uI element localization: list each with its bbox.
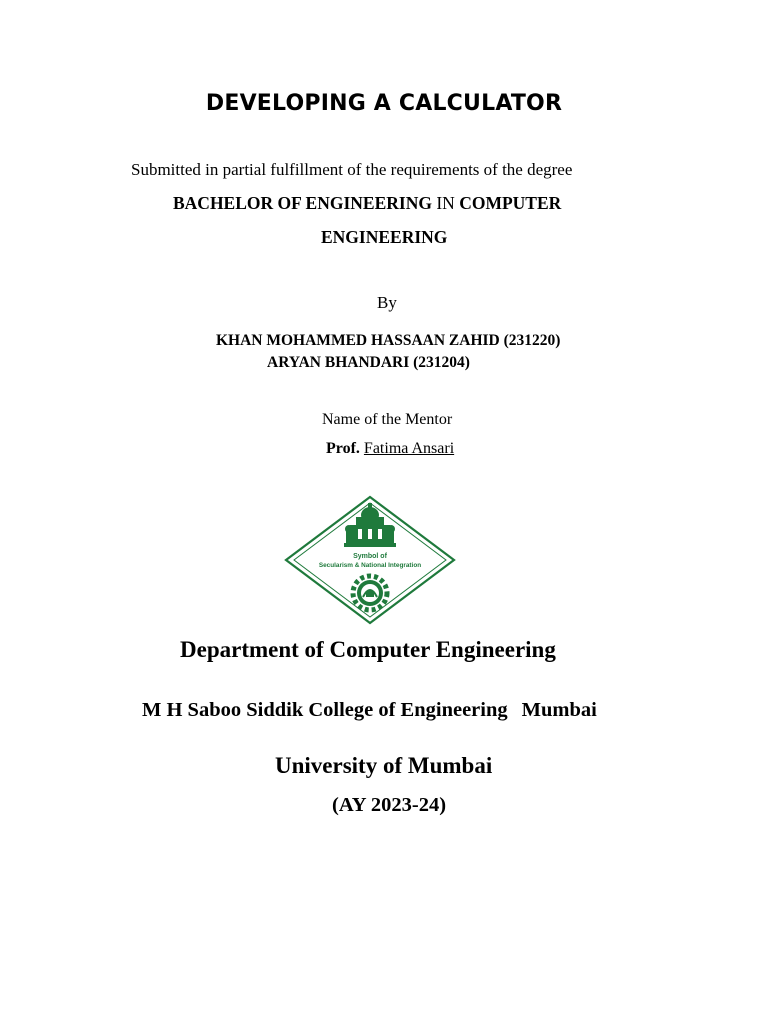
mentor-title: Prof. — [326, 440, 360, 457]
degree-line-2: ENGINEERING — [321, 227, 448, 247]
author-2: ARYAN BHANDARI (231204) — [267, 354, 470, 371]
author-1: KHAN MOHAMMED HASSAAN ZAHID (231220) — [216, 332, 561, 349]
submission-statement: Submitted in partial fulfillment of the requirements of the degree — [131, 160, 573, 179]
gear-icon — [353, 576, 387, 610]
mentor-label: Name of the Mentor — [322, 411, 453, 428]
degree-line-1 — [173, 195, 561, 213]
degree-name: BACHELOR OF ENGINEERING — [173, 193, 432, 213]
university-name: University of Mumbai — [275, 753, 493, 778]
emblem-text-2: Secularism & National Integration — [318, 562, 422, 569]
college-city: Mumbai — [521, 699, 597, 721]
academic-year: (AY 2023-24) — [332, 794, 447, 816]
college-emblem-logo — [284, 495, 456, 625]
mentor-name-line — [326, 441, 454, 457]
by-label: By — [377, 293, 397, 312]
report-title: DEVELOPING A CALCULATOR — [205, 91, 563, 116]
emblem-text-1: Symbol of — [353, 553, 387, 560]
mentor-name: Fatima Ansari — [363, 440, 455, 457]
degree-branch: COMPUTER — [459, 193, 562, 213]
department-name: Department of Computer Engineering — [180, 637, 556, 662]
college-name: M H Saboo Siddik College of Engineering — [142, 699, 508, 721]
degree-connector: IN — [431, 193, 460, 213]
college-name-line — [142, 700, 597, 721]
